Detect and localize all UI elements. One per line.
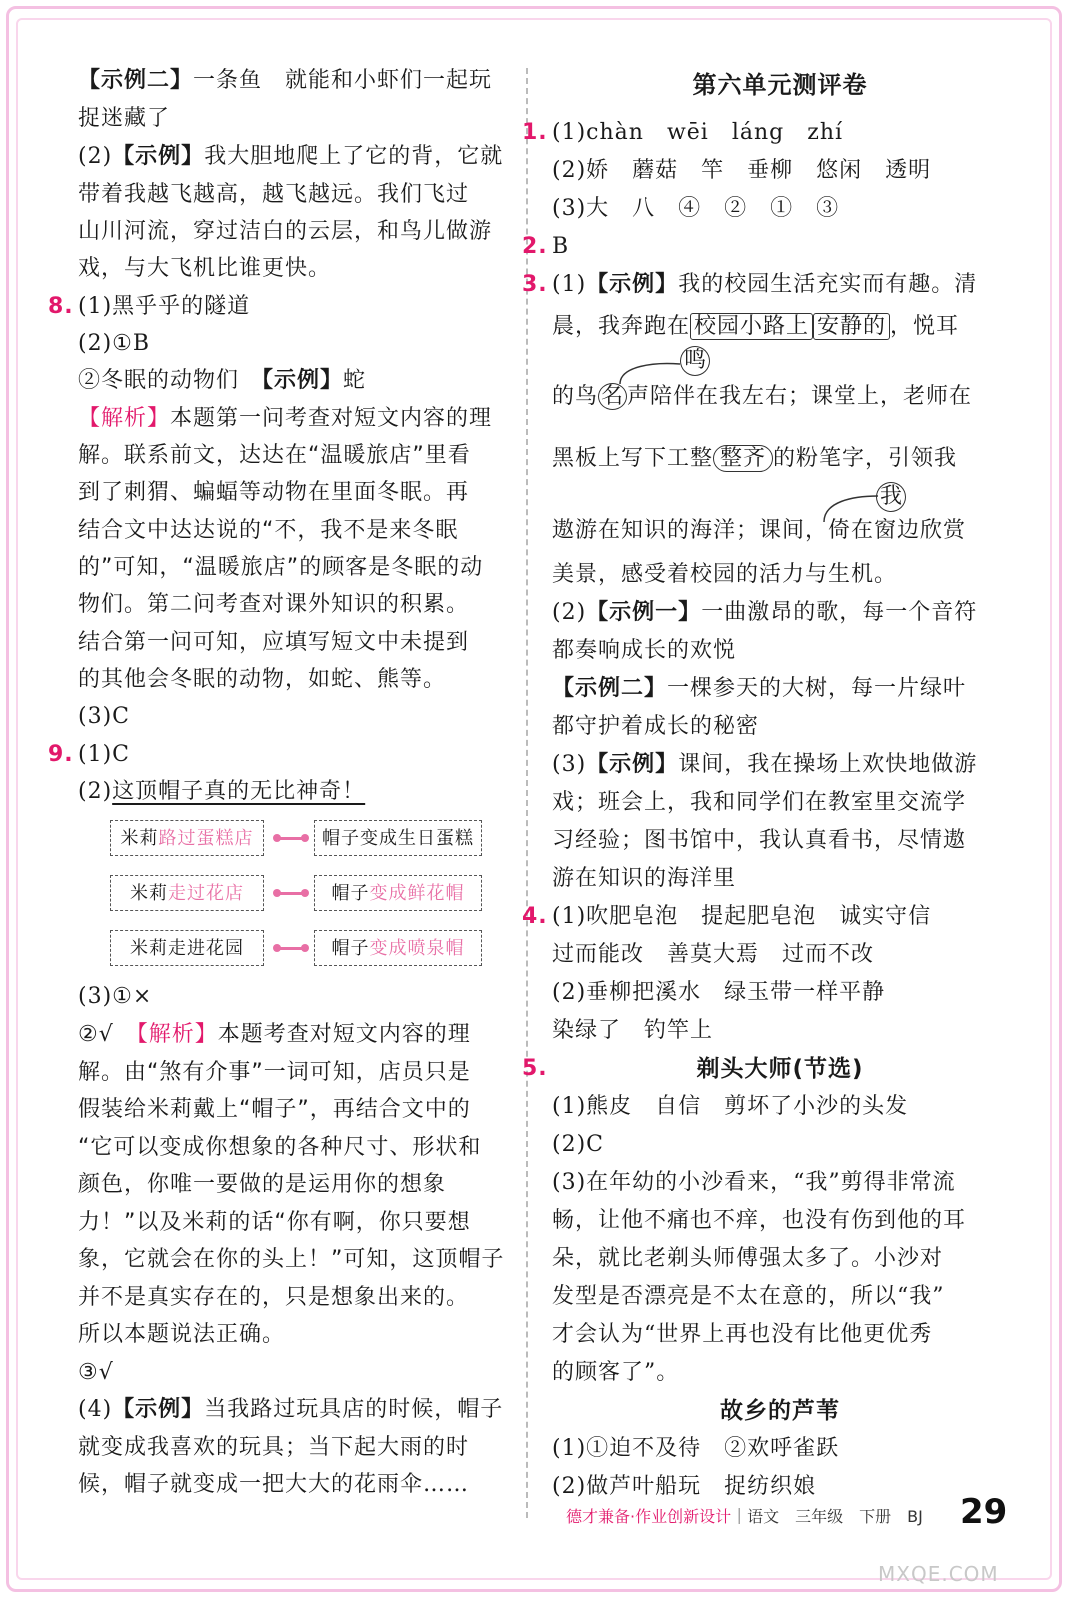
page-number: 29 [960,1492,1008,1532]
analysis-line: 颜色，你唯一要做的是运用你的想象 [78,1172,447,1197]
text-line: (3)【示例】课间，我在操场上欢快地做游 [552,752,978,777]
footer-subject: ｜语文 三年级 下册 BJ [731,1507,923,1526]
text-line: 山川河流，穿过洁白的云层，和鸟儿做游 [78,219,493,244]
passage-title: 故乡的芦苇 [720,1398,840,1424]
analysis-line: 假装给米莉戴上“帽子”，再结合文中的 [78,1097,471,1122]
analysis-line: 【解析】本题第一问考查对短文内容的理 [78,406,493,431]
question-8: 8. (1)黑乎乎的隧道 [78,292,502,322]
text-line: 的顾客了”。 [552,1360,680,1385]
text-line: (2)①B [78,331,151,356]
question-4: 4. (1)吹肥皂泡 提起肥皂泡 诚实守信 [552,902,1008,932]
text-line: 过而能改 善莫大焉 过而不改 [552,942,875,967]
text-line: 的鸟 名 声陪伴在我左右；课堂上，老师在 [552,384,973,409]
text-line: 染绿了 钓竿上 [552,1018,714,1043]
text-line: 【示例二】一棵参天的大树，每一片绿叶 [552,676,967,701]
text-line: 都奏响成长的欢悦 [552,638,737,663]
match-box-left-3: 米莉走进花园 [110,930,264,966]
text-line: 遨游在知识的海洋；课间，倚在窗边欣赏 [552,518,967,543]
text-line: (2)这顶帽子真的无比神奇！ [78,779,366,804]
analysis-line: 到了刺猬、蝙蝠等动物在里面冬眠。再 [78,480,470,505]
text-line: 候，帽子就变成一把大大的花雨伞…… [78,1472,470,1497]
text-line: (3)大 八 ④ ② ① ③ [552,196,840,221]
page-title: 第六单元测评卷 [692,71,868,99]
analysis-line: “它可以变成你想象的各种尺寸、形状和 [78,1135,482,1160]
match-box-left-2: 米莉走过花店 [110,875,264,911]
text-line: (1)熊皮 自信 剪坏了小沙的头发 [552,1094,909,1119]
text-line: 戏；班会上，我和同学们在教室里交流学 [552,790,967,815]
analysis-line: 解。由“煞有介事”一词可知，店员只是 [78,1060,471,1085]
analysis-line: 的其他会冬眠的动物，如蛇、熊等。 [78,667,447,692]
text-line: 带着我越飞越高，越飞越远。我们飞过 [78,182,470,207]
match-box-right-3: 帽子变成喷泉帽 [314,930,482,966]
text-line: 晨，我奔跑在 校园小路上 安静的 ，悦耳 [552,314,960,339]
analysis-line: 结合第一问可知，应填写短文中未提到 [78,630,470,655]
analysis-line: 并不是真实存在的，只是想象出来的。 [78,1285,470,1310]
text-line: 习经验；图书馆中，我认真看书，尽情遨 [552,828,967,853]
text-line: (2)娇 蘑菇 竿 垂柳 悠闲 透明 [552,158,932,183]
text-line: 游在知识的海洋里 [552,866,737,891]
question-5 [522,1054,1008,1084]
question-number: 9. [48,742,74,767]
question-number: 1. [522,120,548,145]
question-2: 2. B [552,232,1008,262]
analysis-line: 结合文中达达说的“不，我不是来冬眠 [78,518,459,543]
correction-circle: 名 [598,383,627,410]
text-line: 畅，让他不痛也不痒，也没有伤到他的耳 [552,1208,967,1233]
analysis-line: 力！”以及米莉的话“你有啊，你只要想 [78,1210,471,1235]
text-line: 戏，与大飞机比谁更快。 [78,256,332,281]
passage-title: 剃头大师(节选) [696,1056,864,1082]
text-line: 黑板上写下工整 整齐 的粉笔字，引领我 [552,446,958,471]
text-line: (3)在年幼的小沙看来，“我”剪得非常流 [552,1170,956,1195]
text-line: 【示例二】一条鱼 就能和小虾们一起玩 [78,68,493,93]
match-connector [276,837,306,840]
match-box-left-1: 米莉路过蛋糕店 [110,820,264,856]
match-connector [276,892,306,895]
analysis-line: 象，它就会在你的头上！”可知，这顶帽子 [78,1247,505,1272]
correction-box: 校园小路上 [690,313,813,340]
text-line: 都守护着成长的秘密 [552,714,760,739]
match-connector [276,947,306,950]
question-number: 4. [522,904,548,929]
text-line: 捉迷藏了 [78,106,171,131]
watermark: MXQE.COM [878,1562,999,1586]
text-line: ②冬眠的动物们 【示例】蛇 [78,368,367,393]
question-number: 5. [522,1056,548,1081]
analysis-line: 解。联系前文，达达在“温暖旅店”里看 [78,443,471,468]
text-line: (3)①× [78,984,153,1009]
analysis-line: ②√ 【解析】本题考查对短文内容的理 [78,1022,471,1047]
correction-box: 安静的 [813,313,890,340]
analysis-line: 所以本题说法正确。 [78,1322,286,1347]
question-number: 3. [522,272,548,297]
question-number: 8. [48,294,74,319]
text-line: (2)做芦叶船玩 捉纺织娘 [552,1474,817,1499]
footer [566,1504,923,1527]
match-box-right-2: 帽子变成鲜花帽 [314,875,482,911]
question-1: 1. (1)chàn wēi láng zhí [552,118,1008,148]
question-3: 3. (1)【示例】我的校园生活充实而有趣。清 [552,270,1008,300]
question-number: 2. [522,234,548,259]
text-line: (2)【示例一】一曲激昂的歌，每一个音符 [552,600,978,625]
text-line: 就变成我喜欢的玩具；当下起大雨的时 [78,1435,470,1460]
analysis-line: 的”可知，“温暖旅店”的顾客是冬眠的动 [78,555,484,580]
text-line: 美景，感受着校园的活力与生机。 [552,562,898,587]
text-line: 才会认为“世界上再也没有比他更优秀 [552,1322,933,1347]
text-line: ③√ [78,1360,114,1385]
match-box-right-1: 帽子变成生日蛋糕 [314,820,482,856]
question-9: 9. (1)C [78,740,502,770]
text-line: (3)C [78,704,130,729]
text-line: (4)【示例】当我路过玩具店的时候，帽子 [78,1397,504,1422]
correction-oval: 整齐 [713,445,773,472]
text-line: (2)垂柳把溪水 绿玉带一样平静 [552,980,886,1005]
text-line: 朵，就比老剃头师傅强太多了。小沙对 [552,1246,944,1271]
text-line: (2)C [552,1132,604,1157]
insert-mark: 鸣 [680,346,710,376]
text-line: 发型是否漂亮是不太在意的，所以“我” [552,1284,945,1309]
analysis-line: 物们。第二问考查对课外知识的积累。 [78,592,470,617]
text-line: (2)【示例】我大胆地爬上了它的背，它就 [78,144,504,169]
insert-mark: 我 [876,482,906,512]
text-line: (1)①迫不及待 ②欢呼雀跃 [552,1436,840,1461]
footer-brand: 德才兼备·作业创新设计 [566,1507,732,1526]
